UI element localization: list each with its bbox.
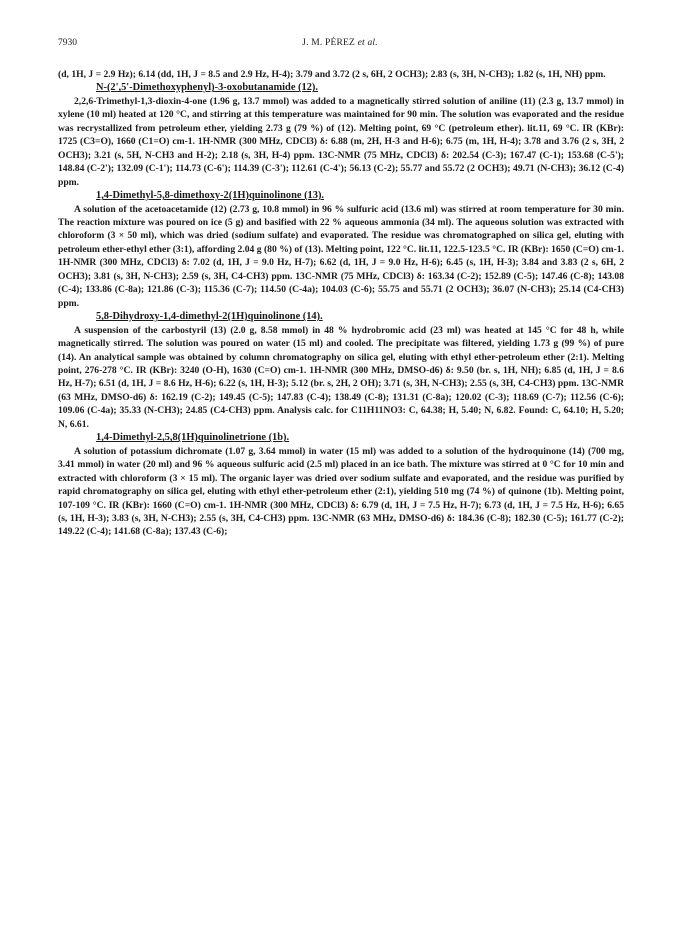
procedure-paragraph-compound-14: A suspension of the carbostyril (13) (2.0 g, 8.58 mmol) in 48 % hydrobromic acid (23 ml) was heated at 145 °C for 48 h, while magnetically stirred. The solution was poured on water (15 ml) and cooled. The precipitate was filtered, yielding 1.73 g (99 %) of pure (14). An analytical sample was obtained by column chromatography on silica gel, eluting with ethyl ether-petroleum ether (2:1). Melting point, 276-278 °C. IR (KBr): 3240 (O-H), 1630 (C=O) cm-1. 1H-NMR (300 MHz, DMSO-d6) δ: 9.50 (br. s, 1H, NH); 6.85 (d, 1H, J = 8.6 Hz, H-7); 6.51 (d, 1H, J = 8.6 Hz, H-6); 6.22 (s, 1H, H-3); 5.12 (br. s, 2H, 2 OH); 3.71 (s, 3H, N-CH3); 2.55 (s, 3H, C4-CH3) ppm. 13C-NMR (63 MHz, DMSO-d6) δ: 162.19 (C-2); 149.45 (C-5); 147.83 (C-4); 138.49 (C-8); 131.31 (C-8a); 120.02 (C-3); 118.69 (C-7); 112.56 (C-6); 109.06 (C-4a); 35.33 (N-CH3); 24.85 (C4-CH3) ppm. Analysis calc. for C11H11NO3: C, 64.38; H, 5.40; N, 6.82. Found: C, 64.10; H, 5.20; N, 6.61. xyxy=(58,324,624,430)
page-number: 7930 xyxy=(58,38,77,48)
running-head-etal: et al. xyxy=(357,38,378,48)
section-heading-compound-1b: 1,4-Dimethyl-2,5,8(1H)quinolinetrione (1b). xyxy=(96,432,290,444)
section-heading-compound-12: N-(2',5'-Dimethoxyphenyl)-3-oxobutanamide (12). xyxy=(96,82,318,94)
procedure-paragraph-compound-1b: A solution of potassium dichromate (1.07 g, 3.64 mmol) in water (15 ml) was added to a solution of the hydroquinone (14) (700 mg, 3.41 mmol) in water (20 ml) and 96 % aqueous sulfuric acid (2.5 ml) placed in an ice bath. The mixture was stirred at 0 °C for 10 min and extracted with chloroform (3 × 15 ml). The organic layer was dried over sodium sulfate and evaporated, and the residue was purified by rapid chromatography on silica gel, eluting with ethyl ether-petroleum ether (2:1), yielding 510 mg (74 %) of quinone (1b). Melting point, 107-109 °C. IR (KBr): 1660 (C=O) cm-1. 1H-NMR (300 MHz, CDCl3) δ: 6.79 (d, 1H, J = 7.5 Hz, H-7); 6.73 (d, 1H, J = 7.5 Hz, H-6); 6.65 (s, 1H, H-3); 3.83 (s, 3H, N-CH3); 2.55 (s, 3H, C4-CH3) ppm. 13C-NMR (63 MHz, DMSO-d6) δ: 184.36 (C-8); 182.30 (C-5); 161.77 (C-2); 149.22 (C-4); 141.68 (C-8a); 137.43 (C-6); xyxy=(58,445,624,538)
page-header xyxy=(58,38,622,54)
section-heading-compound-13: 1,4-Dimethyl-5,8-dimethoxy-2(1H)quinolinone (13). xyxy=(96,190,325,202)
procedure-paragraph-compound-12: 2,2,6-Trimethyl-1,3-dioxin-4-one (1.96 g, 13.7 mmol) was added to a magnetically stirred solution of aniline (11) (2.3 g, 13.7 mmol) in xylene (10 ml) heated at 120 °C, and stirring at this temperature was maintained for 90 min. The solution was evaporated and the residue was recrystallized from petroleum ether, yielding 2.73 g (79 %) of (12). Melting point, 69 °C (petroleum ether). lit.11, 69 °C. IR (KBr): 1725 (C3=O), 1660 (C1=O) cm-1. 1H-NMR (300 MHz, CDCl3) δ: 6.88 (m, 2H, H-3 and H-6); 6.75 (m, 1H, H-4); 3.78 and 3.76 (2 s, 3H, 2 OCH3); 3.21 (s, 5H, N-CH3 and H-2); 2.18 (s, 3H, H-4) ppm. 13C-NMR (75 MHz, CDCl3) δ: 202.54 (C-3); 167.47 (C-1); 153.68 (C-5'); 148.84 (C-2'); 132.09 (C-1'); 114.73 (C-6'); 114.39 (C-3'); 112.61 (C-4'); 56.13 (C-2); 55.77 and 55.72 (2 OCH3); 49.71 (N-CH3); 36.12 (C-4) ppm. xyxy=(58,95,624,188)
article-body xyxy=(58,68,624,539)
running-head xyxy=(58,38,622,48)
continued-paragraph: (d, 1H, J = 2.9 Hz); 6.14 (dd, 1H, J = 8.5 and 2.9 Hz, H-4); 3.79 and 3.72 (2 s, 6H, 2 OCH3); 2.83 (s, 3H, N-CH3); 1.82 (s, 1H, NH) ppm. xyxy=(58,69,606,80)
running-head-authors: J. M. PÉREZ xyxy=(302,38,358,48)
procedure-paragraph-compound-13: A solution of the acetoacetamide (12) (2.73 g, 10.8 mmol) in 96 % sulfuric acid (13.6 ml) was stirred at room temperature for 30 min. The reaction mixture was poured on ice (5 g) and basified with 22 % aqueous ammonia (34 ml). The aqueous solution was extracted with chloroform (3 × 50 ml), which was dried (sodium sulfate) and evaporated. The residue was chromatographed on silica gel, eluting with petroleum ether-ethyl ether (3:1), affording 2.04 g (80 %) of (13). Melting point, 122 °C. lit.11, 122.5-123.5 °C. IR (KBr): 1650 (C=O) cm-1. 1H-NMR (300 MHz, CDCl3) δ: 7.02 (d, 1H, J = 9.0 Hz, H-7); 6.62 (d, 1H, J = 9.0 Hz, H-6); 6.45 (s, 1H, H-3); 3.84 and 3.83 (2 s, 6H, 2 OCH3); 3.81 (s, 3H, N-CH3); 2.59 (s, 3H, C4-CH3) ppm. 13C-NMR (75 MHz, CDCl3) δ: 163.34 (C-2); 152.89 (C-5); 147.46 (C-8); 143.08 (C-4); 133.86 (C-8a); 121.86 (C-3); 115.36 (C-7); 114.50 (C-4a); 104.03 (C-6); 55.75 and 55.71 (2 OCH3); 36.07 (N-CH3); 25.14 (C4-CH3) ppm. xyxy=(58,203,624,309)
section-heading-compound-14: 5,8-Dihydroxy-1,4-dimethyl-2(1H)quinolinone (14). xyxy=(96,311,323,323)
